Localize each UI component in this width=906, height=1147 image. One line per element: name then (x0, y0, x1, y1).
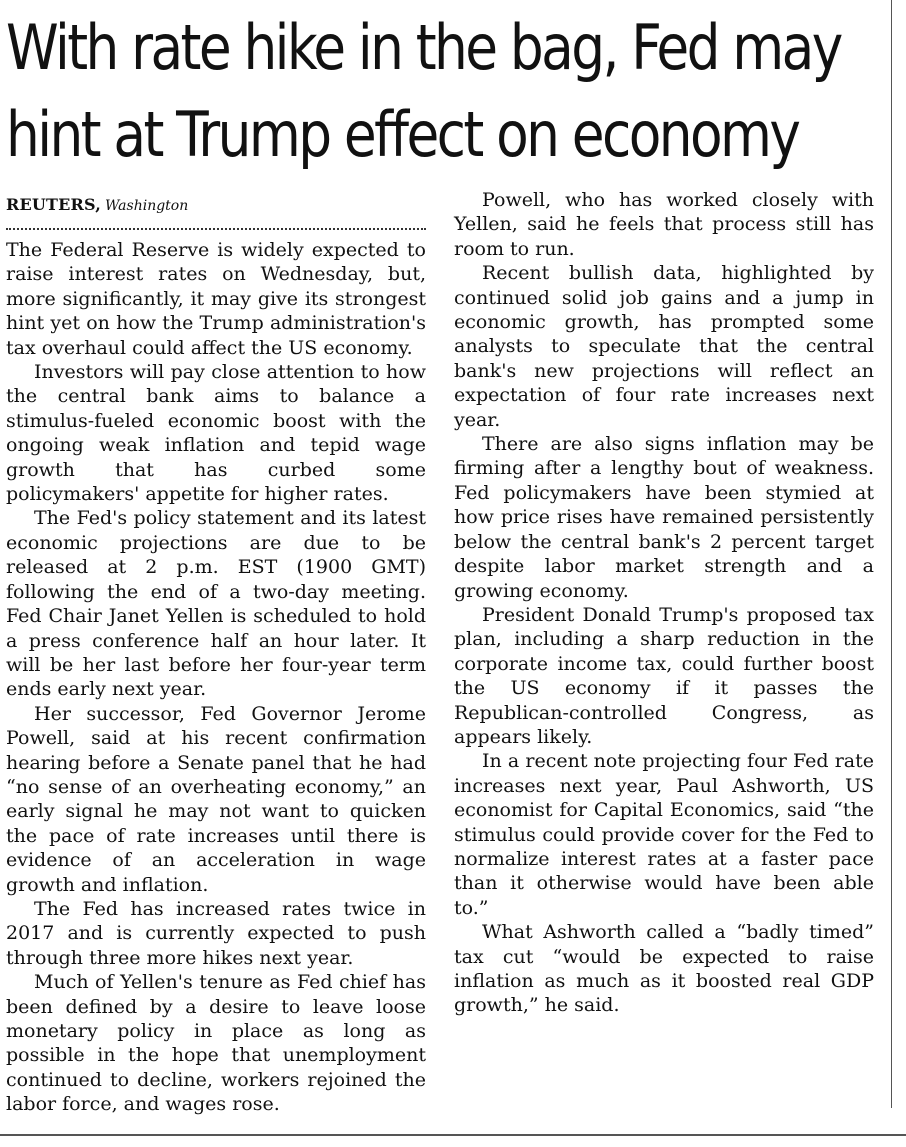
page-rule-bottom (0, 1134, 906, 1136)
headline-line-2: hint at Trump effect on economy (6, 98, 799, 171)
dotted-separator (6, 228, 426, 230)
byline-agency: REUTERS, (6, 195, 101, 214)
paragraph: Powell, who has worked closely with Yellen, said he feels that process still has room to run. (454, 189, 874, 260)
paragraph: The Fed's policy statement and its latest economic projections are due to be released at 2 p.m. EST (1900 GMT) following the end of a two-day meeting. Fed Chair Janet Yellen is scheduled to hold a press conference half an hour later. It will be her last before her four-year term ends early next year. (6, 507, 426, 701)
paragraph: In a recent note projecting four Fed rate increases next year, Paul Ashworth, US economist for Capital Economics, said “the stimulus could provide cover for the Fed to normalize interest rates at a faster pace than it otherwise would have been able to.” (454, 750, 874, 919)
paragraph: The Federal Reserve is widely expected to raise interest rates on Wednesday, but, more significantly, it may give its strongest hint yet on how the Trump administration's tax overhaul could affect the US economy. (6, 239, 426, 359)
paragraph: The Fed has increased rates twice in 2017 and is currently expected to push through three more hikes next year. (6, 897, 426, 969)
column-rule-right (891, 0, 892, 1108)
byline-dateline: Washington (105, 198, 189, 214)
paragraph: President Donald Trump's proposed tax plan, including a sharp reduction in the corporate income tax, could further boost the US economy if it passes the Republican-controlled Congress, as appears likely. (454, 603, 874, 748)
paragraph: What Ashworth called a “badly timed” tax cut “would be expected to raise inflation as much as it boosted real GDP growth,” he said. (454, 921, 874, 1017)
headline-line-1: With rate hike in the bag, Fed may (6, 11, 841, 84)
byline (6, 188, 426, 222)
headline (6, 4, 841, 178)
paragraph: Investors will pay close attention to how the central bank aims to balance a stimulus-fueled economic boost with the ongoing weak inflation and tepid wage growth that has curbed some policymakers' appetite for higher rates. (6, 361, 426, 506)
paragraph: Recent bullish data, highlighted by continued solid job gains and a jump in economic growth, has prompted some analysts to speculate that the central bank's new projections will reflect an expectation of four rate increases next year. (454, 262, 874, 431)
article-column-right (454, 188, 874, 1018)
paragraph: Her successor, Fed Governor Jerome Powell, said at his recent confirmation hearing before a Senate panel that he had “no sense of an overheating economy,” an early signal he may not want to quicken the pace of rate increases until there is evidence of an acceleration in wage growth and inflation. (6, 702, 426, 896)
paragraph: Much of Yellen's tenure as Fed chief has been defined by a desire to leave loose monetary policy in place as long as possible in the hope that unemployment continued to decline, workers rejoined the labor force, and wages rose. (6, 971, 426, 1116)
paragraph: There are also signs inflation may be firming after a lengthy bout of weakness. Fed policymakers have been stymied at how price rises have remained persistently below the central bank's 2 percent target despite labor market strength and a growing economy. (454, 433, 874, 602)
article-column-left (6, 188, 426, 1117)
